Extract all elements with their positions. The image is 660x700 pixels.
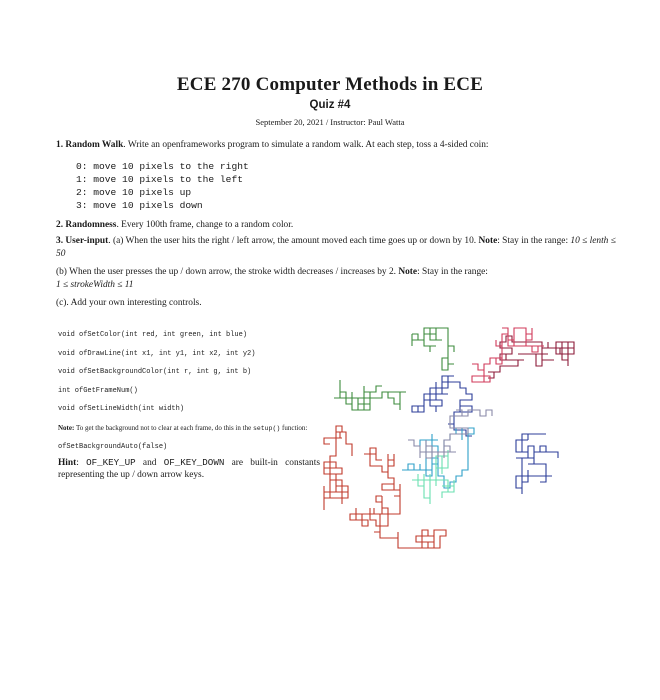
fn-set-background-color: void ofSetBackgroundColor(int r, int g, int b) bbox=[58, 368, 252, 376]
hint bbox=[58, 457, 320, 482]
q3a-range: 10 ≤ lenth ≤ 50 bbox=[56, 236, 616, 259]
walk-path-3 bbox=[488, 336, 574, 378]
move-0: 0: move 10 pixels to the right bbox=[76, 160, 249, 172]
hint-and: and bbox=[135, 457, 164, 468]
fn-get-frame-num: int ofGetFrameNum() bbox=[58, 386, 138, 395]
walk-path-2 bbox=[412, 376, 472, 436]
q2-text: . Every 100th frame, change to a random color. bbox=[116, 219, 294, 230]
q3-lead: 3. User-input bbox=[56, 236, 109, 247]
walk-path-10 bbox=[516, 434, 558, 494]
question-1 bbox=[56, 139, 616, 152]
walk-path-0 bbox=[324, 426, 352, 510]
question-3c: (c). Add your own interesting controls. bbox=[56, 298, 202, 309]
q3a-tail: : Stay in the range: bbox=[497, 236, 571, 247]
move-list bbox=[76, 160, 616, 213]
q1-lead: 1. Random Walk bbox=[56, 140, 124, 150]
hint-text: : bbox=[76, 457, 87, 468]
walk-path-1 bbox=[334, 380, 406, 410]
note-tail: function: bbox=[280, 423, 308, 432]
question-3b bbox=[56, 266, 616, 291]
walk-path-7 bbox=[472, 328, 544, 382]
q3b-text: (b) When the user presses the up / down arrow, the stroke width decreases / increases by 2. bbox=[56, 267, 399, 278]
background-note bbox=[58, 424, 320, 433]
q2-lead: 2. Randomness bbox=[56, 219, 117, 230]
move-1: 1: move 10 pixels to the left bbox=[76, 173, 243, 185]
note-label: Note: bbox=[58, 423, 75, 432]
fn-set-color: void ofSetColor(int red, int green, int blue) bbox=[58, 331, 248, 339]
walk-path-6 bbox=[408, 410, 492, 458]
fn-draw-line: void ofDrawLine(int x1, int y1, int x2, int y2) bbox=[58, 349, 256, 358]
hint-key-down: OF_KEY_DOWN bbox=[163, 456, 225, 468]
hint-key-up: OF_KEY_UP bbox=[86, 456, 136, 468]
quiz-number: Quiz #4 bbox=[309, 99, 351, 111]
api-reference bbox=[58, 331, 320, 482]
fn-set-background-auto: ofSetBackgroundAuto(false) bbox=[58, 442, 168, 451]
move-2: 2: move 10 pixels up bbox=[76, 187, 192, 199]
walk-path-9 bbox=[412, 328, 454, 370]
q3b-note-label: Note bbox=[398, 267, 418, 278]
hint-label: Hint bbox=[58, 457, 77, 468]
questions bbox=[56, 139, 616, 314]
note-text: To get the background not to clear at each frame, do this in the bbox=[74, 423, 253, 432]
question-2 bbox=[56, 219, 616, 232]
q3b-tail: : Stay in the range: bbox=[417, 267, 488, 278]
header bbox=[0, 74, 660, 127]
q3a-note-label: Note bbox=[478, 236, 498, 247]
page-title: ECE 270 Computer Methods in ECE bbox=[176, 74, 484, 95]
hint-tail: are built-in constants representing the up / down arrow keys. bbox=[58, 457, 320, 480]
q3a-text: . (a) When the user hits the right / left arrow, the amount moved each time goes up or down by 10. bbox=[108, 236, 479, 247]
note-setup-code: setup() bbox=[252, 424, 281, 432]
move-3: 3: move 10 pixels down bbox=[76, 200, 203, 212]
q3b-range: 1 ≤ strokeWidth ≤ 11 bbox=[56, 279, 134, 290]
date-instructor: September 20, 2021 / Instructor: Paul Watta bbox=[255, 117, 405, 127]
fn-set-line-width: void ofSetLineWidth(int width) bbox=[58, 405, 185, 413]
q1-text: . Write an openframeworks program to simulate a random walk. At each step, toss a 4-sided coin: bbox=[123, 140, 489, 150]
random-walk-illustration bbox=[322, 326, 576, 550]
question-3a bbox=[56, 235, 616, 260]
